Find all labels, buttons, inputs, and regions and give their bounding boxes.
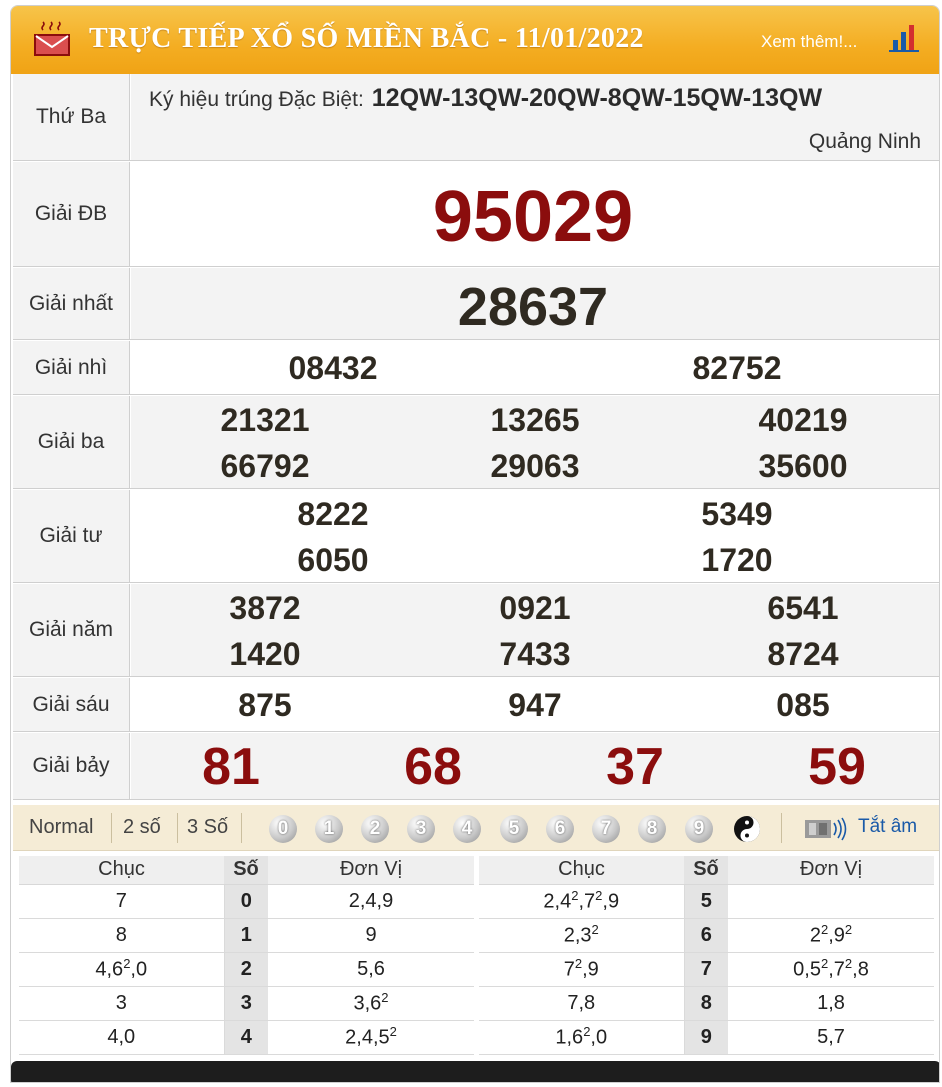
special-codes: 12QW-13QW-20QW-8QW-15QW-13QW xyxy=(371,84,823,112)
table-row xyxy=(479,952,934,986)
display-toolbar xyxy=(13,805,939,851)
cell-chuc: $1,6^2,0$ xyxy=(479,1020,684,1054)
table-row xyxy=(479,884,934,918)
bar-chart-icon[interactable] xyxy=(887,22,921,52)
prize-row-nhi xyxy=(13,341,939,395)
prize-number: 13265 xyxy=(490,402,580,438)
province-name: Quảng Ninh xyxy=(808,130,921,153)
cell-so: 0 xyxy=(224,884,268,918)
cell-so: 7 xyxy=(684,952,728,986)
column-header-so: Số xyxy=(224,856,268,884)
table-row xyxy=(19,884,474,918)
cell-chuc: $2,3^2$ xyxy=(479,918,684,952)
prize-number: 66792 xyxy=(220,448,310,484)
prize-row-bay xyxy=(13,733,939,800)
prize-number: 7433 xyxy=(499,636,571,672)
prize-number: 37 xyxy=(606,738,664,796)
prize-number: 875 xyxy=(238,687,292,723)
prize-label: Giải nhì xyxy=(13,341,130,394)
prize-number: 085 xyxy=(776,687,830,723)
prize-number: 21321 xyxy=(220,402,310,438)
prize-number: 29063 xyxy=(490,448,580,484)
prize-number: 95029 xyxy=(432,177,634,257)
prize-row-db xyxy=(13,162,939,267)
cell-donvi: $2^2,9^2$ xyxy=(728,918,934,952)
footer-bar xyxy=(11,1061,940,1083)
digit-filter-4[interactable]: 4 xyxy=(453,815,481,843)
prize-number: 6541 xyxy=(767,590,839,626)
prize-number: 5349 xyxy=(701,496,773,532)
cell-chuc: $7^2,9$ xyxy=(479,952,684,986)
prize-number: 8724 xyxy=(767,636,839,672)
cell-so: 6 xyxy=(684,918,728,952)
table-row xyxy=(479,1020,934,1054)
prize-number: 28637 xyxy=(457,277,609,337)
prize-label: Giải năm xyxy=(13,584,130,676)
prize-number: 3872 xyxy=(229,590,301,626)
day-label: Thứ Ba xyxy=(13,74,130,160)
digit-filter-7[interactable]: 7 xyxy=(592,815,620,843)
prize-row-sau xyxy=(13,678,939,732)
digit-filter-6[interactable]: 6 xyxy=(546,815,574,843)
loto-table-left xyxy=(19,856,474,1055)
two-digit-mode-button[interactable]: 2 số xyxy=(123,816,161,838)
normal-mode-button[interactable]: Normal xyxy=(29,816,94,838)
divider xyxy=(241,813,242,843)
prize-label: Giải tư xyxy=(13,490,130,582)
table-row xyxy=(19,1020,474,1054)
prize-number: 1720 xyxy=(701,542,773,578)
cell-donvi: 9 xyxy=(268,918,474,952)
prize-row-nhat xyxy=(13,268,939,340)
table-row xyxy=(19,952,474,986)
digit-filter-9[interactable]: 9 xyxy=(685,815,713,843)
prize-number: 82752 xyxy=(692,350,782,386)
divider xyxy=(111,813,112,843)
divider xyxy=(177,813,178,843)
special-code-cell xyxy=(131,74,939,160)
prize-number: 35600 xyxy=(758,448,848,484)
cell-so: 5 xyxy=(684,884,728,918)
column-header-donvi: Đơn Vị xyxy=(268,856,474,884)
cell-donvi: $0,5^2,7^2,8$ xyxy=(728,952,934,986)
info-row xyxy=(13,74,939,161)
special-code-line xyxy=(149,84,822,113)
prize-number: 81 xyxy=(202,738,260,796)
prize-number: 08432 xyxy=(288,350,378,386)
prize-number: 8222 xyxy=(297,496,369,532)
cell-donvi: 1,8 xyxy=(728,986,934,1020)
lottery-panel xyxy=(10,5,940,1083)
prize-label: Giải nhất xyxy=(13,268,130,339)
cell-chuc: 4,0 xyxy=(19,1020,224,1054)
cell-donvi xyxy=(728,884,934,918)
cell-donvi: 5,6 xyxy=(268,952,474,986)
prize-label: Giải bảy xyxy=(13,733,130,799)
digit-filter-3[interactable]: 3 xyxy=(407,815,435,843)
table-header-row xyxy=(19,856,474,884)
table-row xyxy=(19,986,474,1020)
prize-row-ba xyxy=(13,396,939,489)
prize-number: 40219 xyxy=(758,402,848,438)
header-bar xyxy=(11,6,939,74)
cell-so: 8 xyxy=(684,986,728,1020)
prize-row-nam xyxy=(13,584,939,677)
table-header-row xyxy=(479,856,934,884)
special-code-label: Ký hiệu trúng Đặc Biệt: xyxy=(149,88,364,111)
digit-filter-1[interactable]: 1 xyxy=(315,815,343,843)
column-header-so: Số xyxy=(684,856,728,884)
cell-so: 3 xyxy=(224,986,268,1020)
cell-so: 2 xyxy=(224,952,268,986)
mail-icon xyxy=(33,18,71,58)
see-more-link[interactable]: Xem thêm!... xyxy=(761,32,858,51)
table-row xyxy=(479,918,934,952)
cell-donvi: $3,6^2$ xyxy=(268,986,474,1020)
column-header-chuc: Chục xyxy=(19,856,224,884)
prize-number: 68 xyxy=(404,738,462,796)
cell-chuc: 3 xyxy=(19,986,224,1020)
cell-so: 9 xyxy=(684,1020,728,1054)
loto-table-right xyxy=(479,856,934,1055)
cell-so: 4 xyxy=(224,1020,268,1054)
digit-filter-8[interactable]: 8 xyxy=(638,815,666,843)
digit-filter-0[interactable]: 0 xyxy=(269,815,297,843)
sound-icon[interactable] xyxy=(803,817,849,841)
yin-yang-icon[interactable] xyxy=(733,815,761,843)
cell-so: 1 xyxy=(224,918,268,952)
prize-number: 0921 xyxy=(499,590,571,626)
divider xyxy=(781,813,782,843)
table-row xyxy=(19,918,474,952)
cell-chuc: 8 xyxy=(19,918,224,952)
cell-chuc: $4,6^2,0$ xyxy=(19,952,224,986)
cell-chuc: 7 xyxy=(19,884,224,918)
page-title: TRỰC TIẾP XỔ SỐ MIỀN BẮC - 11/01/2022 xyxy=(89,23,644,54)
cell-chuc: $2,4^2,7^2,9$ xyxy=(479,884,684,918)
prize-number: 59 xyxy=(808,738,866,796)
cell-chuc: 7,8 xyxy=(479,986,684,1020)
three-digit-mode-button[interactable]: 3 Số xyxy=(187,816,229,838)
cell-donvi: 2,4,5$^2$ xyxy=(268,1020,474,1054)
column-header-chuc: Chục xyxy=(479,856,684,884)
cell-donvi: 5,7 xyxy=(728,1020,934,1054)
column-header-donvi: Đơn Vị xyxy=(728,856,934,884)
prize-row-tu xyxy=(13,490,939,583)
prize-number: 1420 xyxy=(229,636,301,672)
prize-label: Giải sáu xyxy=(13,678,130,731)
prize-number: 947 xyxy=(508,687,562,723)
digit-filter-2[interactable]: 2 xyxy=(361,815,389,843)
prize-number: 6050 xyxy=(297,542,369,578)
digit-filter-5[interactable]: 5 xyxy=(500,815,528,843)
prize-label: Giải ba xyxy=(13,396,130,488)
prize-label: Giải ĐB xyxy=(13,162,130,266)
cell-donvi: 2,4,9 xyxy=(268,884,474,918)
mute-toggle[interactable]: Tắt âm xyxy=(858,816,918,837)
table-row xyxy=(479,986,934,1020)
